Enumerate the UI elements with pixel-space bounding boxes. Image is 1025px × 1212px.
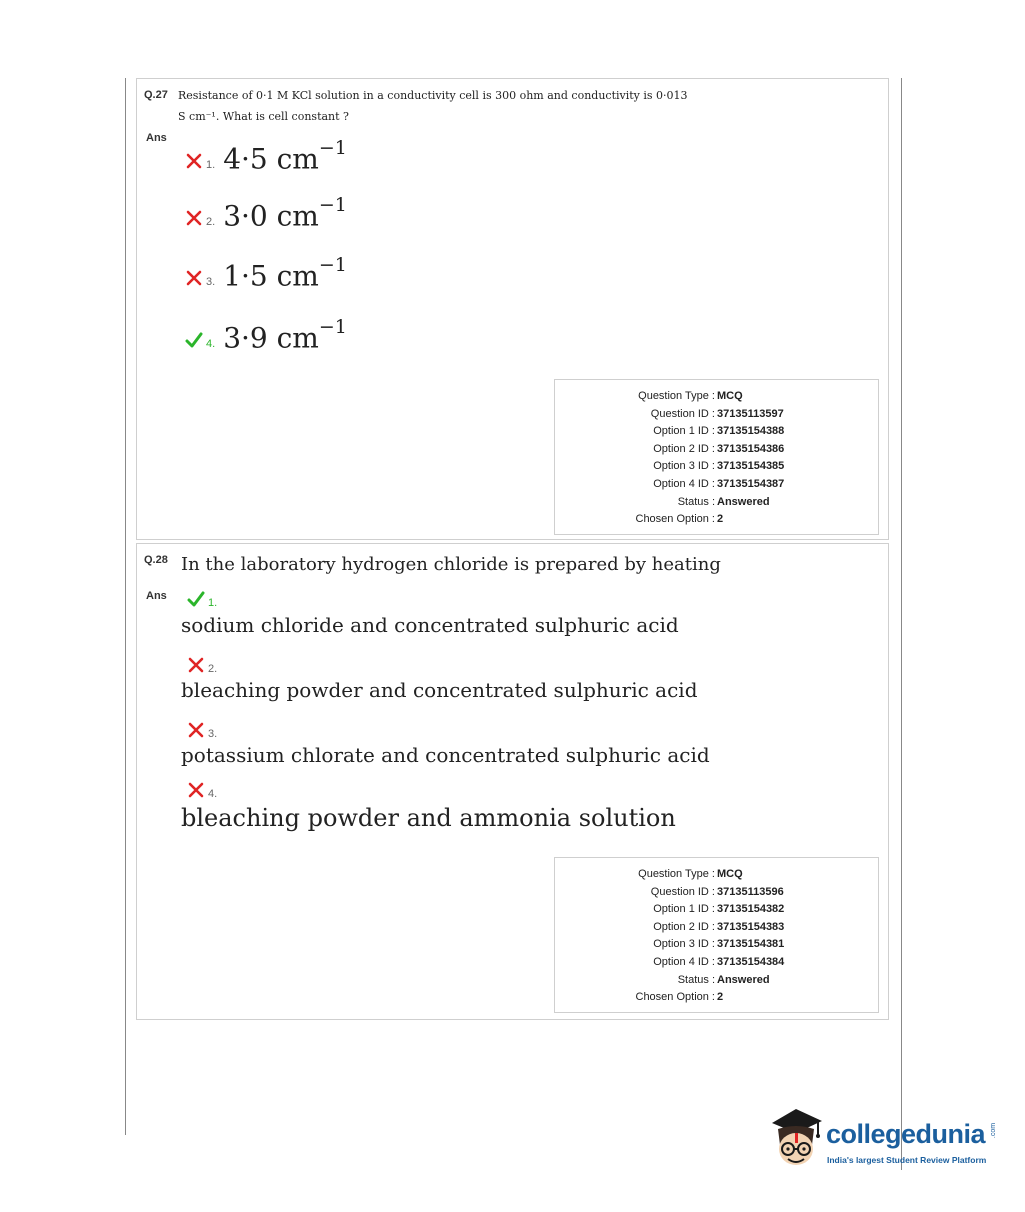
check-icon — [187, 590, 205, 608]
option-value: 3·0 $cm^{-1}$ — [223, 194, 347, 233]
info-question-id: Question ID : 37135113597 — [650, 407, 784, 420]
page-right-border — [901, 78, 902, 1170]
option-number: 4. — [208, 788, 218, 800]
option-2-marker — [187, 654, 225, 675]
answer-label: Ans — [146, 132, 167, 144]
page-left-border — [125, 78, 126, 1135]
option-number: 2. — [208, 663, 218, 675]
info-status: Status : Answered — [677, 973, 770, 986]
option-4 — [185, 316, 347, 355]
collegedunia-logo — [766, 1105, 996, 1175]
option-number: 1. — [206, 159, 216, 172]
info-option-3-id: Option 3 ID : 37135154385 — [653, 460, 785, 473]
info-chosen-option: Chosen Option : 2 — [635, 513, 724, 526]
info-option-1-id: Option 1 ID : 37135154388 — [653, 425, 785, 438]
info-question-type: Question Type : MCQ — [638, 390, 743, 402]
logo-tagline: India's largest Student Review Platform — [827, 1155, 987, 1165]
option-1 — [185, 137, 347, 176]
info-option-2-id: Option 2 ID : 37135154383 — [653, 920, 785, 933]
option-number: 3. — [206, 276, 216, 289]
mascot-icon — [766, 1105, 826, 1175]
info-option-2-id: Option 2 ID : 37135154386 — [653, 442, 785, 455]
option-number: 1. — [208, 597, 218, 609]
question-info-panel — [554, 379, 879, 535]
question-text: In the laboratory hydrogen chloride is prepared by heating — [181, 554, 721, 575]
answer-label: Ans — [146, 590, 167, 602]
cross-icon — [185, 152, 203, 170]
question-text-line-2: S cm⁻¹. What is cell constant ? — [178, 110, 349, 123]
info-option-1-id: Option 1 ID : 37135154382 — [653, 903, 785, 916]
info-question-id: Question ID : 37135113596 — [650, 885, 784, 898]
logo-wordmark: collegedunia — [826, 1119, 986, 1149]
info-chosen-option: Chosen Option : 2 — [635, 991, 724, 1004]
question-info-panel — [554, 857, 879, 1013]
question-27-card — [136, 78, 889, 540]
question-text-line-1: Resistance of 0·1 M KCl solution in a conductivity cell is 300 ohm and conductivity is 0·013 — [178, 89, 688, 102]
option-value: 4·5 $cm^{-1}$ — [223, 137, 347, 176]
option-value: 3·9 $cm^{-1}$ — [223, 316, 347, 355]
question-number: Q.28 — [144, 554, 168, 566]
question-number: Q.27 — [144, 89, 168, 101]
option-3 — [185, 254, 347, 293]
logo-suffix: .com — [990, 1122, 998, 1139]
info-option-3-id: Option 3 ID : 37135154381 — [653, 938, 785, 951]
option-1-text: sodium chloride and concentrated sulphuric acid — [181, 613, 679, 637]
option-number: 2. — [206, 216, 216, 229]
option-3-text: potassium chlorate and concentrated sulphuric acid — [181, 743, 710, 767]
option-2 — [185, 194, 347, 233]
info-option-4-id: Option 4 ID : 37135154384 — [653, 955, 785, 968]
option-3-marker — [187, 719, 225, 740]
option-2-text: bleaching powder and concentrated sulphuric acid — [181, 678, 698, 702]
option-4-marker — [187, 779, 225, 800]
info-question-type: Question Type : MCQ — [638, 868, 743, 880]
info-status: Status : Answered — [677, 495, 770, 508]
check-icon — [185, 331, 203, 349]
question-28-card — [136, 543, 889, 1020]
option-number: 4. — [206, 338, 216, 351]
info-option-4-id: Option 4 ID : 37135154387 — [653, 477, 785, 490]
cross-icon — [187, 781, 205, 799]
cross-icon — [187, 656, 205, 674]
option-4-text: bleaching powder and ammonia solution — [181, 804, 676, 832]
cross-icon — [185, 209, 203, 227]
option-number: 3. — [208, 728, 218, 740]
option-value: 1·5 $cm^{-1}$ — [223, 254, 347, 293]
cross-icon — [185, 269, 203, 287]
cross-icon — [187, 721, 205, 739]
option-1-marker — [187, 588, 225, 609]
